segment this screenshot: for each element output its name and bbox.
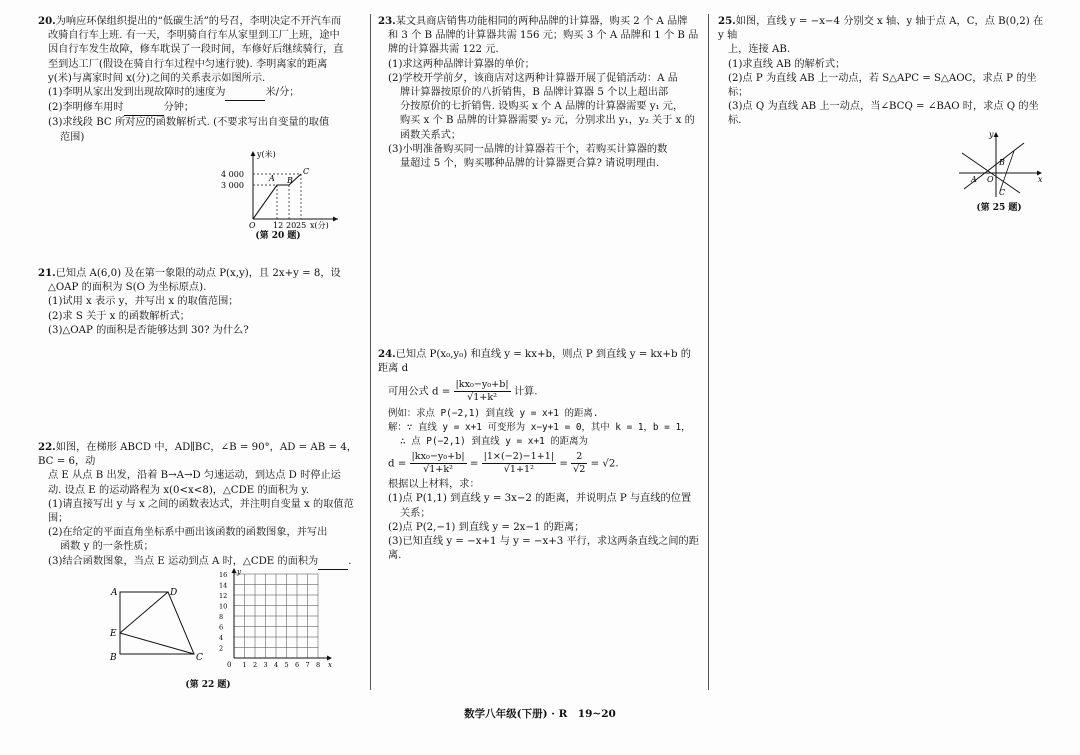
- answer-blank[interactable]: [225, 86, 265, 101]
- column-left: [38, 14, 366, 692]
- y-tick-label: 16: [219, 570, 228, 579]
- column-middle: [378, 14, 700, 563]
- column-divider: [370, 14, 371, 690]
- y-tick-label: 14: [219, 581, 228, 590]
- point-label: D: [170, 587, 178, 598]
- point-label: C: [303, 166, 310, 176]
- question-21: 21.已知点 A(6,0) 及在第一象限的动点 P(x,y)，且 2x+y = 8，设 △OAP 的面积为 S(O 为坐标原点). (1)试用 x 表示 y，并写出 x 的取值范围； (2)求 S 关于 x 的函数解析式； (3)△OAP 的面积是否能够达到 30? 为什么?: [38, 267, 341, 336]
- point-label: B: [999, 157, 1005, 167]
- question-24: 24.已知点 P(x₀,y₀) 和直线 y = kx+b，则点 P 到直线 y = kx+b 的距离 d 可用公式 d = $\frac{\text{|kx₀−y₀+b|}}{\text{√1+k²}}$ 计算. 例如：求点 P(−2,1) 到直线 y = x+1 的距离. 解：∵ 直线 y = x+1 可变形为 x−y+1 = 0，其中 k = 1，b = 1， ∴ 点 P(−2,1) 到直线 y = x+1 的距离为 d = $\frac{\text{|kx₀−y₀+b|}}{\text{√1+k²}}$ = $\frac{|1\times(-2)-1+1|}{\text{√1+1²}}$ = $\frac{2}{√2}$ = √2. 根据以上材料，求： (1)点 P(1,1) 到直线 y = 3x−2 的距离，并说明点 P 与直线的位置 关系； (2)点 P(2,−1) 到直线 y = 2x−1 的距离； (3)已知直线 y = −x+1 与 y = −x+3 平行，求这两条直线之间的距离.: [378, 348, 699, 562]
- question-number: 25.: [718, 15, 736, 27]
- y-tick-label: 8: [219, 612, 224, 621]
- x-tick-label: 3: [263, 660, 268, 668]
- y-tick: 3 000: [221, 180, 244, 190]
- point-label: A: [269, 173, 275, 183]
- question-20: 20.为响应环保组织提出的“低碳生活”的号召，李明决定不开汽车而 改骑自行车上班. 有一天，李明骑自行车从家里到工厂上班，途中 因自行车发生故障，修车耽误了一段时间，车修好后继续骑行，直 至到达工厂(假设在骑自行车过程中匀速行驶). 李明离家的距离 y(米)与离家时间 x(分)之间的关系表示如图所示. (1)李明从家出发到出现故障时的速度为 米/分； (2)李明修车用时 分钟； (3)求线段 BC 所对应的函数解析式. (不要求写出自变量的取值 范围) y(米) x(分) 4 000 3 000 O 12 20 25 A B C (第 20 题): [38, 14, 366, 243]
- y-axis-label: y: [237, 567, 241, 576]
- point-label: E: [110, 628, 117, 639]
- page-footer: 数学八年级(下册) · R 19~20: [464, 708, 616, 720]
- point-label: B: [110, 652, 117, 663]
- figure-caption: (第 20 题): [255, 230, 301, 241]
- distance-formula: $\frac{\text{|kx₀−y₀+b|}}{\text{√1+k²}}$: [455, 378, 509, 403]
- x-tick: 12: [273, 220, 284, 229]
- coordinate-grid: [216, 568, 336, 668]
- x-tick-label: 4: [274, 660, 279, 668]
- x-tick: 20: [286, 220, 297, 229]
- question-number: 22.: [38, 441, 56, 454]
- figure-22: [38, 567, 366, 678]
- question-number: 24.: [378, 348, 396, 361]
- y-axis-label: y(米): [257, 149, 276, 159]
- x-axis-label: x: [328, 660, 332, 668]
- point-label: A: [971, 174, 977, 184]
- point-label: C: [999, 187, 1006, 197]
- x-tick-label: 2: [253, 660, 258, 668]
- origin-label: O: [249, 220, 256, 229]
- answer-blank[interactable]: [124, 101, 164, 116]
- question-25: 25.如图，直线 y = −x−4 分别交 x 轴、y 轴于点 A，C，点 B(0,2) 在 y 轴 上，连接 AB. (1)求直线 AB 的解析式； (2)点 P 为直线 AB 上一动点，若 S△APC = S△AOC，求点 P 的坐标； (3)点 Q 为直线 AB 上一动点，当∠BCQ = ∠BAO 时，求点 Q 的坐标. y x A B C O (第 25 题): [718, 14, 1048, 215]
- x-axis-label: x: [1038, 174, 1043, 184]
- origin-label: O: [987, 174, 994, 184]
- question-23: 23.某文具商店销售功能相同的两种品牌的计算器，购买 2 个 A 品牌 和 3 个 B 品牌的计算器共需 156 元；购买 3 个 A 品牌和 1 个 B 品 牌的计算器共需 122 元. (1)求这两种品牌计算器的单价； (2)学校开学前夕，该商店对这两种计算器开展了促销活动：A 品 牌计算器按原价的八折销售，B 品牌计算器 5 个以上超出部 分按原价的七折销售. 设购买 x 个 A 品牌的计算器需要 y₁ 元， 购买 x 个 B 品牌的计算器需要 y₂ 元，分别求出 y₁，y₂ 关于 x 的 函数关系式； (3)小明准备购买同一品牌的计算器若干个，若购买计算器的数 量超过 5 个，购买哪种品牌的计算器更合算? 请说明理由.: [378, 15, 699, 170]
- distance-curve: [253, 174, 301, 219]
- column-divider: [708, 14, 709, 690]
- y-tick: 4 000: [221, 169, 244, 179]
- x-tick-label: 5: [284, 660, 289, 668]
- y-tick-label: 6: [219, 623, 224, 632]
- origin-label: 0: [227, 660, 232, 668]
- x-tick-label: 1: [242, 660, 247, 668]
- question-number: 20.: [38, 15, 56, 27]
- question-22: 22.如图，在梯形 ABCD 中，AD∥BC，∠B = 90°，AD = AB = 4，BC = 6，动 点 E 从点 B 出发，沿着 B→A→D 匀速运动，到达点 D 时停止运 动. 设点 E 的运动路程为 x(0<x<8)，△CDE 的面积为 y. (1)请直接写出 y 与 x 之间的函数表达式，并注明自变量 x 的取值范围； (2)在给定的平面直角坐标系中画出该函数的函数图象，并写出 函数 y 的一条性质； (3)结合函数图象，当点 E 运动到点 A 时，△CDE 的面积为 . A D E B C y x 0 16 14 12 10 8 6 4 2 1 2 3 4 5 6 7 8 (第 22 题): [38, 440, 366, 692]
- x-axis-label: x(分): [310, 220, 329, 229]
- line-figure-25: [954, 129, 1044, 201]
- y-tick-label: 12: [219, 591, 228, 600]
- question-number: 23.: [378, 15, 396, 27]
- y-axis-label: y: [989, 129, 994, 139]
- point-label: C: [196, 652, 203, 663]
- y-tick-label: 10: [219, 602, 228, 611]
- figure-caption: (第 25 题): [976, 202, 1022, 213]
- x-tick: 25: [296, 220, 307, 229]
- column-right: [718, 14, 1048, 215]
- x-tick-label: 6: [295, 660, 300, 668]
- figure-caption: (第 22 题): [185, 679, 231, 690]
- trapezoid-figure: [106, 584, 216, 664]
- question-number: 21.: [38, 267, 56, 280]
- point-label: B: [287, 175, 293, 185]
- x-tick-label: 7: [305, 660, 310, 668]
- point-label: A: [111, 587, 118, 598]
- distance-time-graph: [213, 147, 343, 229]
- y-tick-label: 4: [219, 633, 224, 642]
- y-tick-label: 2: [219, 644, 224, 653]
- x-tick-label: 8: [316, 660, 321, 668]
